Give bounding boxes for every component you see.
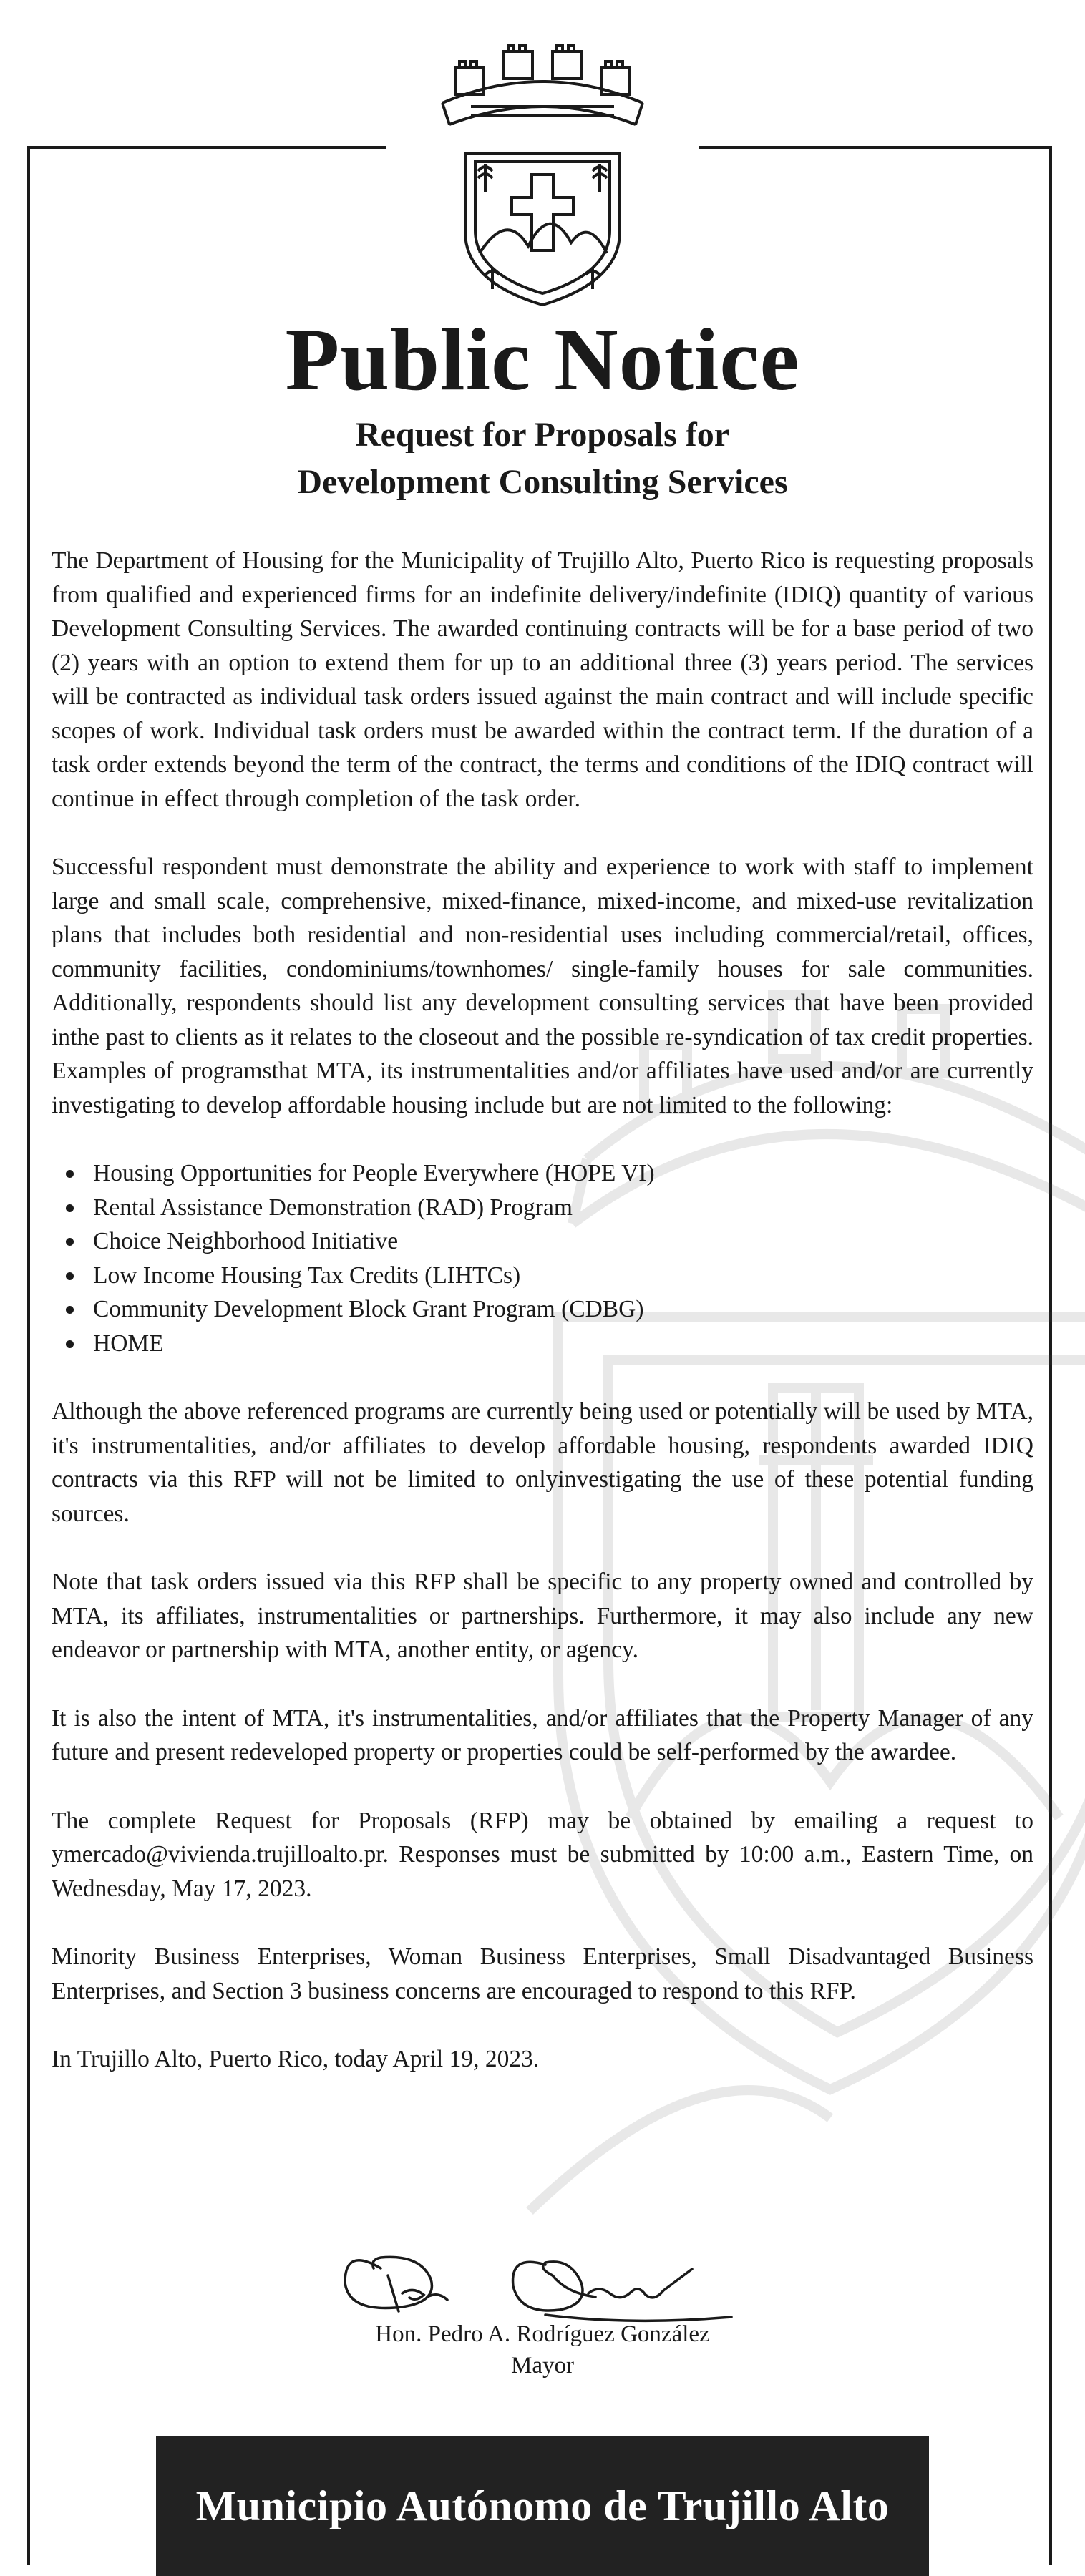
list-item: Housing Opportunities for People Everywhere (HOPE VI) xyxy=(52,1156,1033,1191)
coat-of-arms-icon xyxy=(428,39,657,311)
page-title: Public Notice xyxy=(285,311,800,409)
programs-list xyxy=(52,1156,1033,1360)
list-item: HOME xyxy=(52,1327,1033,1361)
footer-text: Municipio Autónomo de Trujillo Alto xyxy=(195,2482,890,2529)
list-item: Rental Assistance Demonstration (RAD) Program xyxy=(52,1191,1033,1225)
footer-banner xyxy=(156,2436,929,2576)
paragraph-encouragement: Minority Business Enterprises, Woman Business Enterprises, Small Disadvantaged Business Enterprises, and Section 3 business concerns are encouraged to respond to this RFP. xyxy=(52,1943,1033,2004)
paragraph-rfp-contact: The complete Request for Proposals (RFP) may be obtained by emailing a request to ymercado@vivienda.trujilloalto.pr. Responses must be submitted by 10:00 a.m., Eastern Time, on Wednesday, May 17, 2023. xyxy=(52,1807,1033,1902)
handwritten-signature xyxy=(331,2225,760,2333)
list-item: Choice Neighborhood Initiative xyxy=(52,1224,1033,1259)
signatory-name: Hon. Pedro A. Rodríguez González xyxy=(375,2321,710,2347)
list-item: Low Income Housing Tax Credits (LIHTCs) xyxy=(52,1259,1033,1293)
signatory-title: Mayor xyxy=(511,2353,574,2379)
notice-body xyxy=(52,544,1033,2111)
paragraph-property-manager: It is also the intent of MTA, it's instrumentalities, and/or affiliates that the Property Manager of any future and present redeveloped property or properties could be self-performed by the awardee. xyxy=(52,1704,1033,1765)
paragraph-programs-note: Although the above referenced programs are currently being used or potentially will be used by MTA, it's instrumentalities, and/or affiliates to develop affordable housing, respondents awarded IDIQ contracts via this RFP will not be limited to onlyinvestigating the use of these potential funding sources. xyxy=(52,1398,1033,1527)
subtitle-line-1: Request for Proposals for xyxy=(355,416,730,454)
paragraph-date: In Trujillo Alto, Puerto Rico, today April 19, 2023. xyxy=(52,2046,540,2072)
paragraph-requirements: Successful respondent must demonstrate the ability and experience to work with staff to implement large and small scale, comprehensive, mixed-finance, mixed-income, and mixed-use revitalization plans that includes both residential and non-residential uses including commercial/retail, offices, community facilities, condominiums/townhomes/ single-family houses for sale communities. Additionally, respondents should list any development consulting services that have been provided inthe past to clients as it relates to the closeout and the possible re-syndication of tax credit properties. Examples of programsthat MTA, its instrumentalities and/or affiliates have used and/or are currently investigating to develop affordable housing include but are not limited to the following: xyxy=(52,854,1033,1118)
paragraph-intro: The Department of Housing for the Municipality of Trujillo Alto, Puerto Rico is requesting proposals from qualified and experienced firms for an indefinite delivery/indefinite (IDIQ) quantity of various Development Consulting Services. The awarded continuing contracts will be for a base period of two (2) years with an option to extend them for up to an additional three (3) years period. The services will be contracted as individual task orders issued against the main contract and will include specific scopes of work. Individual task orders must be awarded within the contract term. If the duration of a task order extends beyond the term of the contract, the terms and conditions of the IDIQ contract will continue in effect through completion of the task order. xyxy=(52,547,1033,812)
subtitle xyxy=(0,411,1085,506)
subtitle-line-2: Development Consulting Services xyxy=(297,463,788,501)
paragraph-task-orders: Note that task orders issued via this RFP shall be specific to any property owned and controlled by MTA, its affiliates, instrumentalities or partnerships. Furthermore, it may also include any new endeavor or partnership with MTA, another entity, or agency. xyxy=(52,1568,1033,1663)
list-item: Community Development Block Grant Program (CDBG) xyxy=(52,1292,1033,1327)
